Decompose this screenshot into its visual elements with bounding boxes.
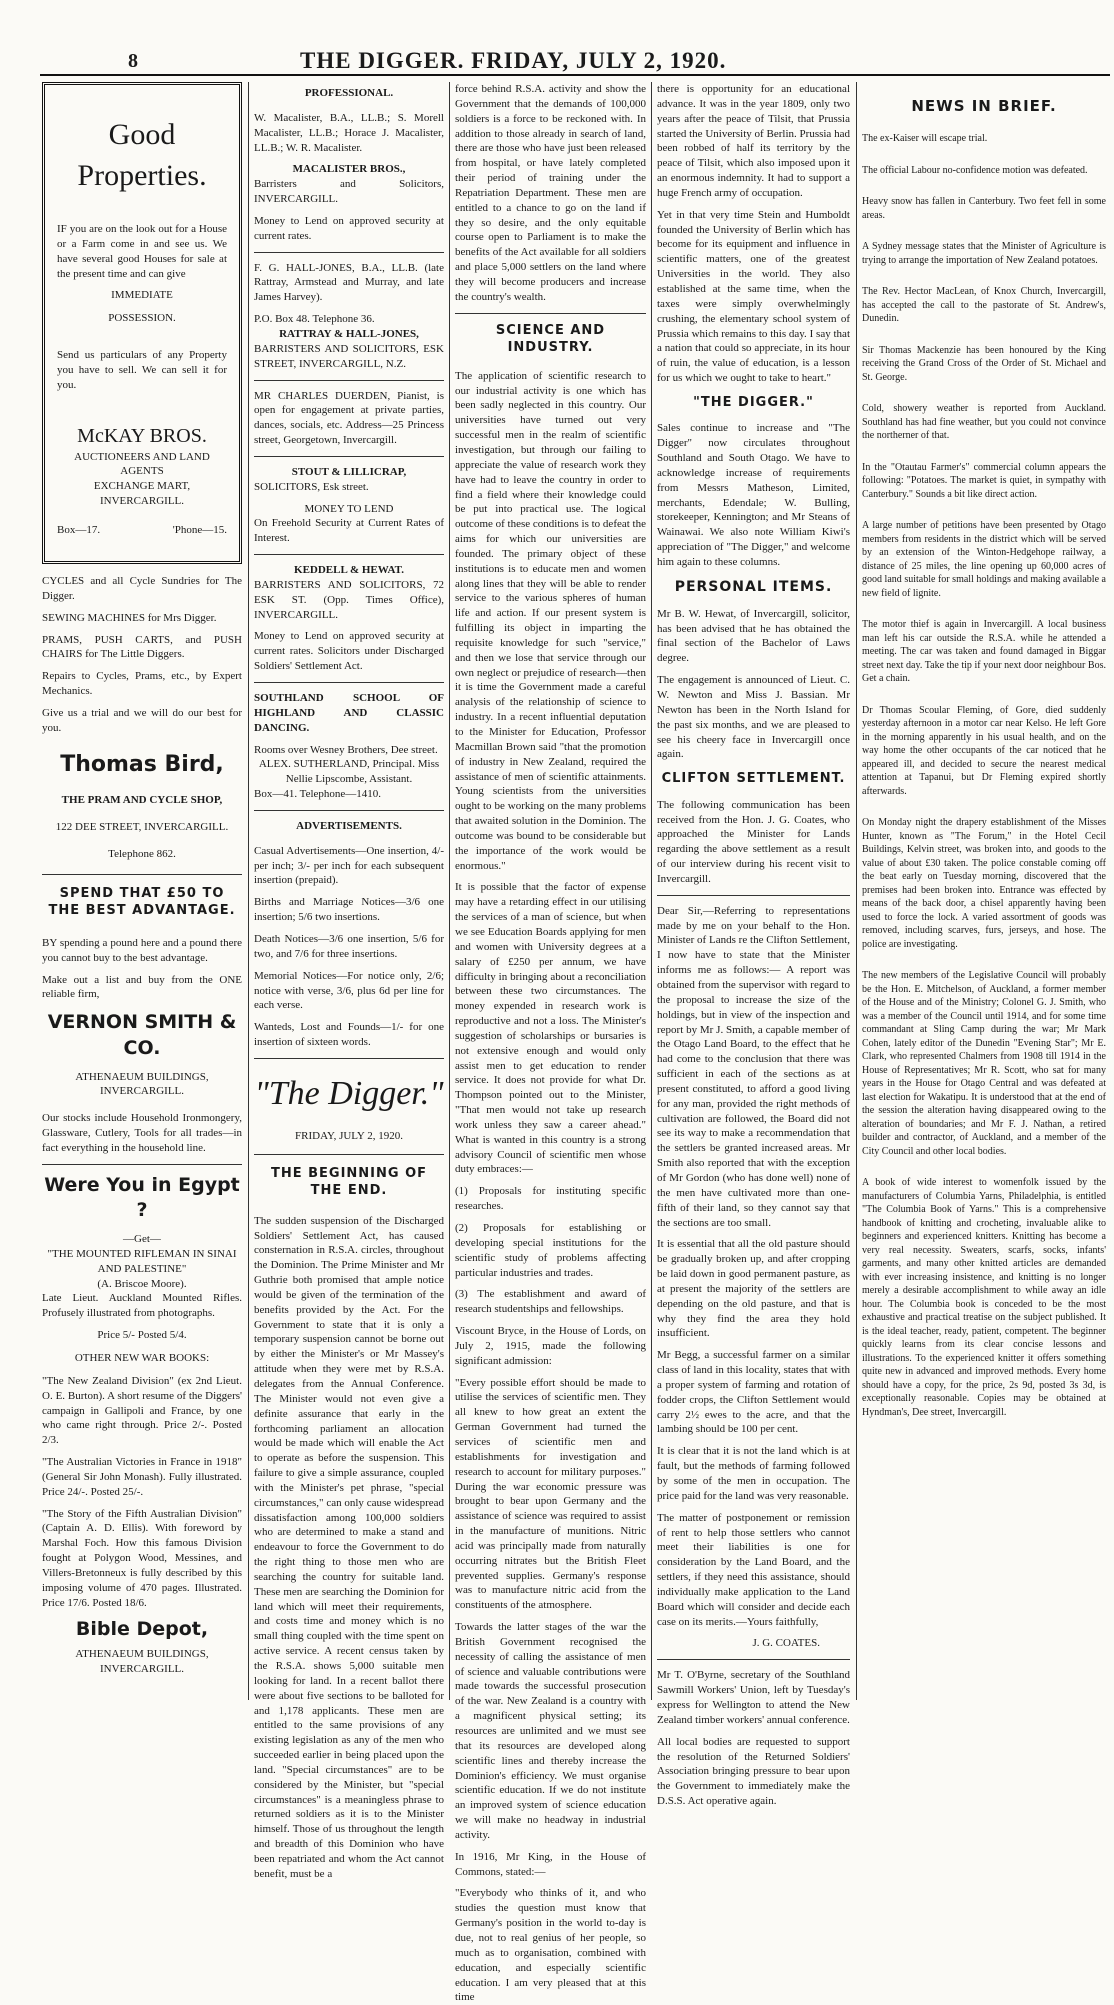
ad-text: POSSESSION.	[108, 312, 176, 325]
column-rule	[856, 82, 857, 1700]
news-item: In the "Otautau Farmer's" commercial column appears the following: "Potatoes. The market is quiet, in sympathy with Canterbury." Sounds a bit like direct action.	[862, 461, 1106, 500]
ad-text: Barristers and Solicitors, INVERCARGILL.	[254, 178, 444, 206]
ad-text: 122 DEE STREET, INVERCARGILL.	[55, 821, 229, 834]
ad-text: AUCTIONEERS AND LAND AGENTS	[74, 450, 210, 478]
ad-text: Repairs to Cycles, Prams, etc., by Expert Mechanics.	[42, 670, 242, 698]
ad-text: BARRISTERS AND SOLICITORS, 72 ESK ST. (Opp. Times Office), INVERCARGILL.	[254, 578, 444, 621]
article-text: "Every possible effort should be made to utilise the services of scientific men. They all knew to how great an extent the German Government had turned the services of scientific men and establishments for investigation and research to account for military purposes." During the war economic pressure was brought to bear upon Germany and the assistance of science was required to assist in the manufacture of munitions. Nitric acid was principally made from naturally occurring nitrates but the British Fleet prevented supplies. Germany's response was to manufacture nitric acid from the constituents of the atmosphere.	[455, 1376, 646, 1612]
news-item: A Sydney message states that the Minister of Agriculture is trying to arrange the importation of New Zealand potatoes.	[862, 241, 1106, 266]
ad-text: CYCLES and all Cycle Sundries for The Digger.	[42, 575, 242, 602]
masthead-rule	[40, 74, 1110, 76]
ad-text: Make out a list and buy from the ONE reliable firm,	[42, 973, 242, 1001]
ad-text: SEWING MACHINES for Mrs Digger.	[42, 611, 217, 624]
firm-name: RATTRAY & HALL-JONES,	[279, 327, 419, 340]
ad-text: Box—41. Telephone—1410.	[254, 788, 382, 801]
column-rule	[449, 82, 450, 1700]
ad-heading: Properties.	[77, 158, 207, 192]
article-text: (3) The establishment and award of research studentships and fellowships.	[455, 1288, 646, 1316]
signature: J. G. COATES.	[752, 1637, 820, 1650]
ad-contact	[57, 523, 227, 538]
ad-text: THE PRAM AND CYCLE SHOP,	[61, 794, 223, 807]
ad-heading: SPEND THAT £50 TO THE BEST ADVANTAGE.	[48, 885, 236, 919]
ad-text: BARRISTERS AND SOLICITORS, ESK STREET, INVERCARGILL, N.Z.	[254, 342, 444, 370]
article-text: Towards the latter stages of the war the British Government recognised the necessity of calling the assistance of men of science and valuable contributions were made towards the successful prosecution of the war. New Zealand is a country with a magnificent physical setting; its resources are unlimited and we must see that its resources are developed along scientific lines and thereby increase the Dominion's efficiency. We must organise scientific education. If we do not institute an improved system of science education we will make no headway in industrial activity.	[455, 1621, 646, 1841]
article-text: "Everybody who thinks of it, and who studies the question must know that Germany's position in the world to-day is due, not to real genius of her people, so much as to organisation, combined with education, and especially scientific education. I am very pleased that at this time	[455, 1887, 646, 2004]
ad-rate: Wanteds, Lost and Founds—1/- for one insertion of sixteen words.	[254, 1021, 444, 1049]
masthead	[0, 0, 1114, 80]
news-item: The ex-Kaiser will escape trial.	[862, 133, 988, 145]
column-5	[862, 82, 1106, 1700]
ad-text: Money to Lend on approved security at current rates.	[254, 214, 444, 242]
book-listing: "The Australian Victories in France in 1918" (General Sir John Monash). Fully illustrated. Price 24/-. Posted 25/-.	[42, 1456, 242, 1498]
article-heading: THE BEGINNING OF THE END.	[270, 1165, 428, 1199]
article-text: force behind R.S.A. activity and show the Government that the demands of 100,000 soldiers is a force to be reckoned with. In addition to those already in search of land, there are those who have just been released from hospital, or have lately completed their period of training under the Repatriation Department. These men are entitled to a chance to go on the land if they so desire, and the only equitable course open to Parliament is to make the benefits of the Act available for all soldiers and place 5,000 settlers on the land where they will become producers and increase the country's wealth.	[455, 83, 646, 303]
news-item: On Monday night the drapery establishment of the Misses Hunter, known as "The Forum," in the Hotel Cecil Buildings, Kelvin street, was broken into, and goods to the value of about £30 taken. The police constable coming off the beat early on Tuesday morning, discovered that the premises had been broken into. Entrance was effected by means of the back door, a chisel apparently having been used to force the lock. A varied assortment of goods was removed, including scarves, furs, jerseys, and hose. The police are investigating.	[862, 817, 1106, 950]
ad-text: Rooms over Wesney Brothers, Dee street.	[254, 743, 438, 756]
ad-text: Telephone 862.	[108, 847, 176, 860]
ad-text: —Get—	[123, 1233, 161, 1246]
article-text: In 1916, Mr King, in the House of Commons, stated:—	[455, 1850, 646, 1878]
article-text: The matter of postponement or remission of rent to help those settlers who cannot meet their liabilities is one for consideration by the Land Board, and the settlers, if they need this assistance, should individually make application to the Land Board which will consider and decide each case on its merits.—Yours faithfully,	[657, 1511, 850, 1628]
ad-text: F. G. HALL-JONES, B.A., LL.B. (late Rattray, Armstead and Murray, and late James Harvey).	[254, 261, 444, 304]
column-rule	[651, 82, 652, 1700]
article-text: Yet in that very time Stein and Humboldt founded the University of Berlin which has become for its equipment and influence in scientific matters, one of the greatest Universities in the world. They also established at the same time, when the taxes were simply overwhelmingly crushing, the elementary school system of Prussia which remains to this day. I say that a nation that could so appreciate, in its hour of ruin, the value of education, is a lesson for us which we ought to take to heart."	[657, 208, 850, 385]
section-heading: ADVERTISEMENTS.	[296, 819, 402, 832]
article-text: Sales continue to increase and "The Digger" now circulates throughout Southland and South Otago. We have to acknowledge increase of requirements from Messrs Matheson, Limited, merchants, Edendale; W. Bulling, storekeeper, Kennington; and Mr Steans of Wainawai. We also note William Kiwi's appreciation of "The Digger," and welcome him again to these columns.	[657, 422, 850, 569]
ad-text: OTHER NEW WAR BOOKS:	[74, 1351, 210, 1364]
article-text: (1) Proposals for instituting specific researches.	[455, 1185, 646, 1213]
ad-text: BY spending a pound here and a pound there you cannot buy to the best advantage.	[42, 936, 242, 964]
column-4	[657, 82, 850, 1808]
ad-text: (A. Briscoe Moore).	[97, 1277, 187, 1290]
article-heading: "THE DIGGER."	[693, 394, 814, 410]
ad-text: Late Lieut. Auckland Mounted Rifles. Profusely illustrated from photographs.	[42, 1292, 242, 1320]
news-item: The new members of the Legislative Council will probably be the Hon. E. Mitchelson, of Auckland, a former member of the House and of the Ministry; Colonel G. J. Smith, who was a member of the Council until 1914, and for some time commandant at Sling Camp during the war; Mr Mark Cohen, lately editor of the Dunedin "Evening Star"; Mr E. Clark, who represented Chalmers from 1908 till 1914 in the House of Representatives; Mr R. Scott, who sat for many years in the House for Otago Central and was defeated at last election for Wakatipu. It is understood that at the end of the session the alteration having disappeared owing to the alteration of boundaries; and Mr F. J. Nathan, a retired builder and contractor, of Auckland, and a member of the City Council and other local bodies.	[862, 970, 1106, 1157]
ad-text: MONEY TO LEND	[304, 502, 394, 515]
ad-rate: Casual Advertisements—One insertion, 4/- per inch; 3/- per inch for each subsequent insertion (prepaid).	[254, 844, 444, 887]
news-item: A large number of petitions have been presented by Otago members from residents in the district which will be served by an extension of the Winton-Hedgehope railway, a distance of 25 miles, the line opening up 60,000 acres of good land suitable for small holdings and making available a new field of lignite.	[862, 520, 1106, 599]
ad-text: W. Macalister, B.A., LL.B.; S. Morell Macalister, LL.B.; Horace J. Macalister, LL.B.; W. R. Macalister.	[254, 111, 444, 154]
ad-text: IF you are on the look out for a House or a Farm come in and see us. We have several good Houses for sale at the present time and can give	[57, 223, 227, 280]
column-3	[455, 82, 646, 2004]
article-text: Mr Begg, a successful farmer on a similar class of land in this locality, states that with a proper system of farming and rotation of fodder crops, the Clifton Settlement would carry 2½ ewes to the acre, and that the lambing should be 100 per cent.	[657, 1349, 850, 1436]
article-text: (2) Proposals for establishing or developing special institutions for the scientific study of problems affecting particular industries and trades.	[455, 1222, 646, 1279]
ad-text: Money to Lend on approved security at current rates. Solicitors under Discharged Soldiers' Settlement Act.	[254, 630, 444, 673]
ad-text: INVERCARGILL.	[99, 1085, 185, 1098]
firm-name: VERNON SMITH & CO.	[47, 1011, 237, 1059]
ad-text: ATHENAEUM BUILDINGS,	[75, 1070, 209, 1083]
advertiser-name: Thomas Bird,	[60, 751, 224, 777]
news-item: A book of wide interest to womenfolk issued by the manufacturers of Columbia Yarns, Philadelphia, is entitled "The Columbia Book of Yarns." This is a comprehensive handbook of knitting and crocheting, invaluable alike to beginners and experienced knitters. Knitting has become a very real necessity. Sweaters, scarfs, socks, infants' garments, and many other knitted articles are demanded with ever increasing insistence, and knitting is no longer merely a desirable accomplishment to while away an idle hour. The Columbia book is conceded to be the most exhaustive and practical treatise on the subject published. It is the ideal teacher, ready, patient, competent. The beginner quickly learns from its clear concise lessons and illustrations. To the experienced knitter it offers something quite new in advanced and improved methods. Every home should have a copy, for the price, 2s 9d, posted 3s 3d, is exceptionally reasonable. Copies may be obtained at Hyndman's, Dee street, Invercargill.	[862, 1177, 1106, 1418]
ad-text: PRAMS, PUSH CARTS, and PUSH CHAIRS for The Little Diggers.	[42, 633, 242, 661]
news-item: Sir Thomas Mackenzie has been honoured by the King receiving the Grand Cross of the Order of St. Michael and St. George.	[862, 344, 1106, 383]
article-heading: CLIFTON SETTLEMENT.	[661, 771, 846, 787]
article-text: The following communication has been received from the Hon. J. G. Coates, who approached the Minister for Lands regarding the above settlement as a result of our interview during his recent visit to Invercargill.	[657, 798, 850, 885]
section-heading: PROFESSIONAL.	[304, 87, 394, 99]
article-text: The sudden suspension of the Discharged Soldiers' Settlement Act, has caused consternation in R.S.A. circles, throughout the Dominion. The Prime Minister and Mr Guthrie both promised that ample notice would be given of the termination of the benefits provided by the Act. For the Government to state that it is only a temporary suspension cannot be borne out by either the Minister's or Mr Massey's attitude when they were met by R.S.A. delegates from the Annual Conference. The Minister would not even give a definite assurance that early in the forthcoming parliament an allocation would be made which will enable the Act to operate as before the suspension. This failure to give a simple assurance, coupled with the Minister's pet phrase, "special circumstances," can only cause widespread dissatisfaction among 100,000 soldiers who are determined to make a stand and endeavour to force the Government to do the right thing to those men who are searching the country for suitable land. These men are searching the Dominion for land which will meet their requirements, and costs time and money which is no small thing coupled with the time spent on active service. A recent census taken by the R.S.A. shows 5,000 suitable men looking for land. In a recent ballot there were about five sections to be balloted for and 1,178 applicants. These men are entitled to the same provisions of any existing legislation as any of the men who succeeded earlier in being placed upon the land. "Special circumstances" are to be considered by the Minister, but "special circumstances" is a meaningless phrase to returned soldiers as it is to the Minister himself. Those of us throughout the length and breadth of this Dominion who have been repatriated and whom the Act cannot benefit, must be a	[254, 1214, 444, 1880]
ad-text: IMMEDIATE	[111, 289, 173, 302]
column-rule	[248, 82, 249, 1700]
ad-text: Our stocks include Household Ironmongery, Glassware, Cutlery, Tools for all trades—in fact everything in the household line.	[42, 1112, 242, 1154]
ad-rate: Memorial Notices—For notice only, 2/6; notice with verse, 3/6, plus 6d per line for each verse.	[254, 969, 444, 1012]
editorial-masthead: "The Digger."	[254, 1074, 444, 1112]
news-item: The official Labour no-confidence motion was defeated.	[862, 164, 1088, 176]
book-listing: "The New Zealand Division" (ex 2nd Lieut. O. E. Burton). A short resume of the Diggers' campaign in Gallipoli and France, by one who came right through. Price 2/-. Posted 2/3.	[42, 1374, 242, 1447]
ad-text: On Freehold Security at Current Rates of Interest.	[254, 517, 444, 545]
ad-heading: Good	[108, 118, 176, 151]
firm-name: Bible Depot,	[75, 1618, 209, 1641]
phone-number: 'Phone—15.	[172, 523, 227, 536]
firm-name: MACALISTER BROS.,	[292, 163, 406, 176]
article-text: The application of scientific research to our industrial activity is one which has been sadly neglected in this country. Our universities have turned out very successful men in the realm of scientific investigation, but through our failing to appreciate the value of research work they have had to leave the country in order to find a field where their knowledge could be put into practical use. The logical outcome of these conditions is to defeat the aims for which our universities are founded. The primary object of these institutions is to educate men and women along lines that they will be able to render service to the various spheres of human life and action. If our present system is fulfilling its object in imparting the requisite knowledge for such "service," and then we lose that service through our own neglect or prejudice of research—then it is time the Government made a careful analysis of the relationship of science to industry. In a recent influential deputation to the Minister for Education, Professor Macmillan Brown said "that the promotion of industry in New Zealand, required the assistance of men of scientific attainments. Young scientists from the universities ought to be working on the many problems that awaited solution in the Dominion. The outcome was bound to be considerable but the importance of the work would be enormous."	[455, 369, 646, 872]
news-item: Cold, showery weather is reported from Auckland. Southland has had fine weather, but you could not convince the northerner of that.	[862, 403, 1106, 442]
news-item: Heavy snow has fallen in Canterbury. Two feet fell in some areas.	[862, 196, 1106, 221]
firm-name: KEDDELL & HEWAT.	[294, 564, 404, 577]
column-2	[254, 82, 444, 1880]
ad-text: EXCHANGE MART,	[93, 480, 191, 493]
newspaper-title: THE DIGGER. FRIDAY, JULY 2, 1920.	[300, 48, 727, 73]
box-number: Box—17.	[57, 523, 101, 536]
editorial-date: FRIDAY, JULY 2, 1920.	[295, 1129, 403, 1142]
ad-text: P.O. Box 48. Telephone 36.	[254, 313, 375, 326]
column-1	[42, 82, 242, 1700]
article-text: there is opportunity for an educational advance. It was in the year 1809, only two years after the peace of Tilsit, that Prussia started the University of Berlin. Prussia had been robbed of half its territory by the peace of Tilsit, which also imposed upon it an enormous indemnity. It had to support a huge French army of occupation.	[657, 83, 850, 199]
ad-text: Give us a trial and we will do our best for you.	[42, 706, 242, 734]
article-heading: SCIENCE AND INDUSTRY.	[495, 322, 606, 356]
article-text: It is clear that it is not the land which is at fault, but the methods of farming followed by some of the men in occupation. The price paid for the land was very reasonable.	[657, 1445, 850, 1502]
book-title: "THE MOUNTED RIFLEMAN IN SINAI AND PALESTINE"	[47, 1247, 237, 1275]
ad-text: MR CHARLES DUERDEN, Pianist, is open for engagement at private parties, dances, socials, etc. Address—25 Princess street, Georgetown, Invercargill.	[254, 389, 444, 447]
article-heading: NEWS IN BRIEF.	[911, 97, 1057, 115]
article-text: It is possible that the factor of expense may have a retarding effect in our utilising the services of a man of science, but when we see Education Boards applying for men and women with University degrees at a salary of £250 per annum, we have difficulty in bringing about a reconciliation between these two circumstances. The money expended in research work is reproductive and not a loss. The Minister's suggestion of scholarships or bursaries is not extensive enough and would only assist men to get education to render service. It does not provide for what Dr. Thompson pointed out to the Minister, "That men would not take up research work unless they saw a career ahead." What is wanted in this country is a strong advisory Council of scientific men whose duty embraces:—	[455, 881, 646, 1176]
ad-text: Send us particulars of any Property you have to sell. We can sell it for you.	[57, 349, 227, 391]
ad-text: ALEX. SUTHERLAND, Principal. Miss Nellie Lipscombe, Assistant.	[258, 758, 440, 786]
page-number: 8	[128, 50, 138, 72]
ad-text: INVERCARGILL.	[99, 495, 185, 508]
ad-rate: Death Notices—3/6 one insertion, 5/6 for two, and 7/6 for three insertions.	[254, 932, 444, 960]
article-text: Viscount Bryce, in the House of Lords, on July 2, 1915, made the following significant admission:	[455, 1325, 646, 1367]
price: Price 5/- Posted 5/4.	[97, 1329, 187, 1342]
ad-text: INVERCARGILL.	[99, 1662, 185, 1675]
news-item: The motor thief is again in Invercargill. A local business man left his car outside the R.S.A. while he attended a meeting. The car was taken and found damaged in Biggar street next day. Take the tip if your next door neighbour Bos. Get a chain.	[862, 619, 1106, 685]
ad-rate: Births and Marriage Notices—3/6 one insertion; 5/6 two insertions.	[254, 896, 444, 924]
article-text: Mr T. O'Byrne, secretary of the Southland Sawmill Workers' Union, left by Tuesday's express for Wellington to attend the New Zealand timber workers' annual conference.	[657, 1669, 850, 1726]
article-text: Mr B. W. Hewat, of Invercargill, solicitor, has been advised that he has obtained the final section of the Bachelor of Laws degree.	[657, 607, 850, 665]
article-text: Dear Sir,—Referring to representations made by me on your behalf to the Hon. Minister of Lands re the Clifton Settlement, I now have to state that the Minister informs me as follows:— A report was obtained from the supervisor with regard to the proposal to increase the size of the holdings, but in view of the inspection and report by Mr J. Smith, a capable member of the Otago Land Board, to the effect that he had come to the conclusion that there was sufficient in each of the sections as at present constituted, to afford a good living for any man, provided the right methods of cultivation are followed, the Board did not see its way to make a recommendation that the settlers be granted increased areas. Mr Smith also reported that with the exception of Mr Gordon (who has done well) none of the men have cultivated more than one-fifth of their land, so they cannot say that the sections are too small.	[657, 904, 850, 1229]
mckay-advert	[42, 82, 242, 564]
article-heading: PERSONAL ITEMS.	[674, 578, 833, 595]
article-text: The engagement is announced of Lieut. C. W. Newton and Miss J. Bassian. Mr Newton has been in the North Island for the past six months, and we are pleased to see his cheery face in Invercargill once again.	[657, 674, 850, 761]
book-listing: "The Story of the Fifth Australian Division" (Captain A. D. Ellis). With foreword by Marshal Foch. How this famous Division fought at Polygon Wood, Messines, and Villers-Bretonneux is fully described by this imposing volume of 470 pages. Illustrated. Price 17/6. Posted 18/6.	[42, 1507, 242, 1609]
ad-heading: Were You in Egypt ?	[44, 1173, 240, 1222]
article-text: All local bodies are requested to support the resolution of the Returned Soldiers' Association bringing pressure to bear upon the Government to immediately make the D.S.S. Act operative again.	[657, 1735, 850, 1808]
ad-text: ATHENAEUM BUILDINGS,	[75, 1648, 209, 1661]
news-item: The Rev. Hector MacLean, of Knox Church, Invercargill, has accepted the call to the pastorate of St. Andrew's, Dunedin.	[862, 286, 1106, 325]
ad-text: SOUTHLAND SCHOOL OF HIGHLAND AND CLASSIC DANCING.	[254, 692, 444, 734]
news-item: Dr Thomas Scoular Fleming, of Gore, died suddenly yesterday afternoon in a motor car near Kelso. He left Gore in the morning apparently in his usual health, and on the way home the other occupants of the car noticed that he appeared ill, and decided to secure the nearest medical attention at Tapanui, but Dr Fleming expired shortly afterwards.	[862, 704, 1106, 797]
firm-name: STOUT & LILLICRAP,	[291, 465, 407, 478]
ad-text: SOLICITORS, Esk street.	[254, 480, 369, 493]
article-text: It is essential that all the old pasture should be gradually broken up, and after cropping be laid down in good permanent pasture, as at present the majority of the settlers are depending on the old pasture, and that is why they find the area they hold insufficient.	[657, 1238, 850, 1340]
firm-name: McKAY BROS.	[77, 424, 207, 447]
